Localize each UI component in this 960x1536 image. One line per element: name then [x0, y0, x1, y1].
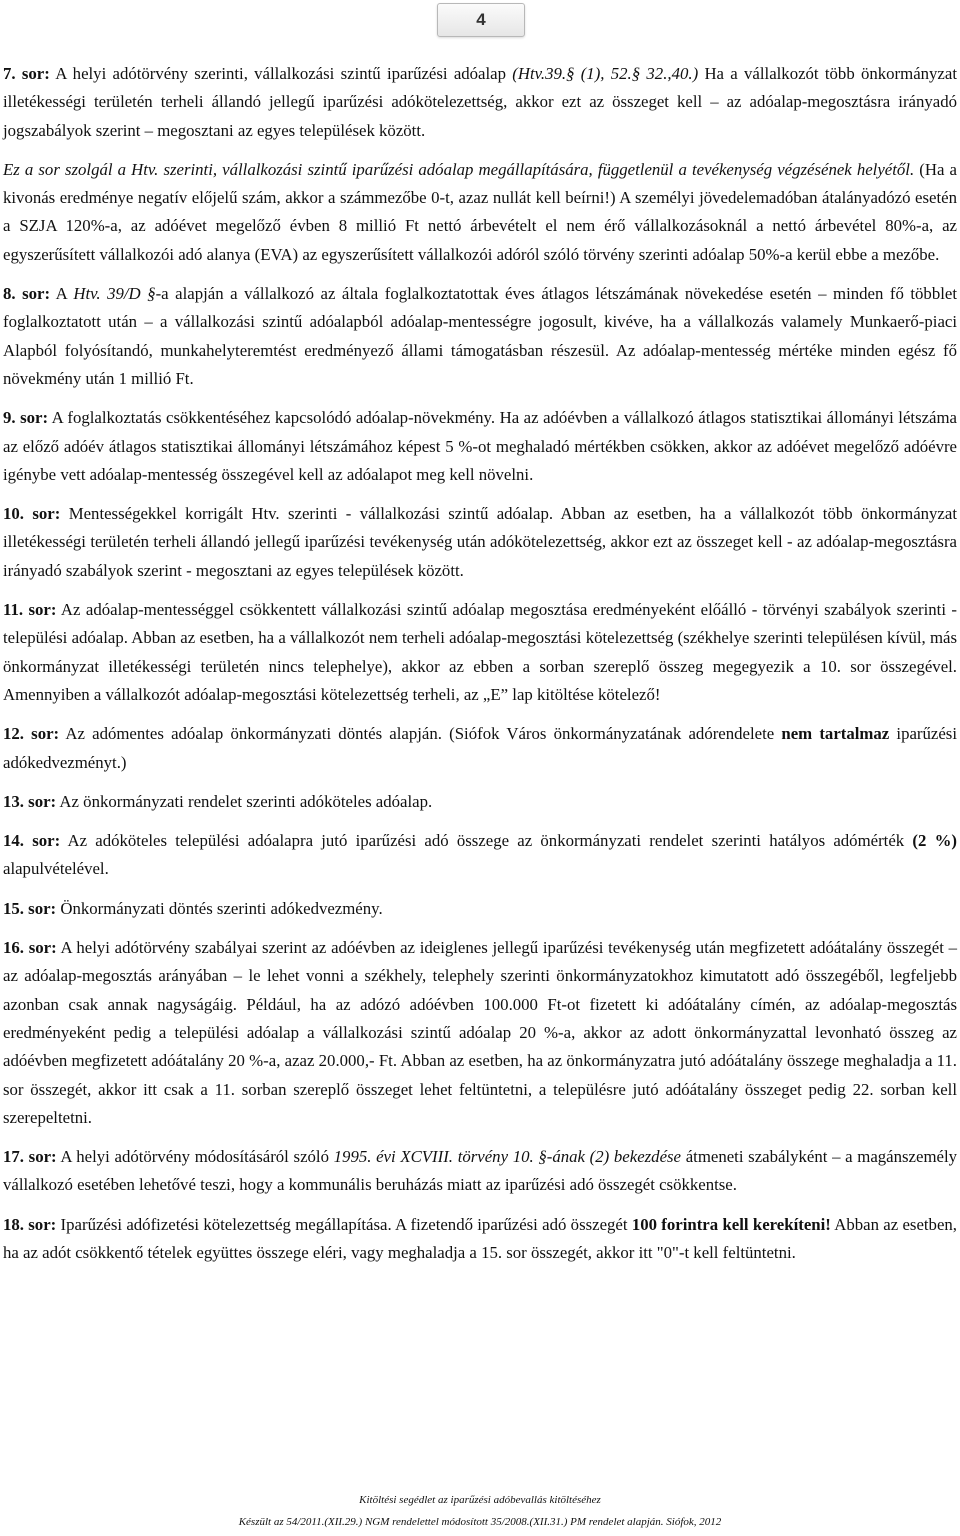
bold-text: 15. sor:: [3, 898, 57, 918]
bold-text: 8. sor:: [3, 284, 51, 304]
paragraph: [3, 280, 957, 393]
italic-text: (Htv.39.§ (1), 52.§ 32.,40.): [512, 64, 699, 83]
body-text: Az önkormányzati rendelet szerinti adóköteles adóalap.: [56, 791, 433, 811]
paragraph: [3, 404, 957, 489]
bold-text: 7. sor:: [3, 64, 50, 83]
body-text: A helyi adótörvény szabályai szerint az adóévben az ideiglenes jellegű iparűzési tevékenység után megfizetett adóátalány összegét – az adóalap-megosztás arányában – le lehet vonni a székhely, telephely szerinti önkormányzatokhoz kimutatott adó összegéből, legfeljebb azonban csak annak nagyságáig. Például, ha az adózó adóévben 100.000 Ft-ot fizetett ki adóátalány címén, az adóalap-megosztás eredményeként pedig a települési adóalap a vállalkozási szintű adóalap 20 %-a, akkor az adott önkormányzattal levonható összeg az adóévben megfizetett adóátalány 20 %-a, azaz 20.000,- Ft. Abban az esetben, ha az önkormányzatra jutó adóátalány összege meghaladja a 11. sor összegét, akkor itt csak a 11. sorban szereplő összeget lehet feltüntetni, a településre jutó adóátalány összeget pedig 22. sorban kell szerepeltetni.: [3, 938, 957, 1127]
bold-text: (2 %): [912, 831, 957, 851]
bold-text: 100 forintra kell kerekíteni!: [631, 1214, 831, 1234]
body-text: (Ha a kivonás eredménye negatív előjelű szám, akkor a számmezőbe 0-t, azaz nullát kell beírni!) A személyi jövedelemadóban átalányadózó esetén a SZJA 120%-a, az adóévet megelőző évben 8 millió Ft nettó árbevételt el nem érő vállalkozásoknál a nettó árbevétel 80%-a, az egyszerűsített vállalkozói adó alanya (EVA) az egyszerűsített vállalkozói adóról szóló törvény szerinti adóalap 50%-a kerül ebbe a mezőbe.: [3, 159, 957, 264]
body-text: iparűzési adókedvezményt.): [3, 724, 957, 772]
paragraph: [3, 934, 957, 1132]
body-text: -a alapján a vállalkozó az általa foglalkoztatottak éves átlagos létszámának növekedése esetén – minden fő többlet foglalkoztatott után – a vállalkozási szintű adóalapból adóalap-mentességre jogosult, kivéve, ha a vállalkozás valamely Munkaerő-piaci Alapból folyósítandó, munkahelyteremtést eredményező állami támogatásban részesül. Az adóalap-mentesség mértéke minden egész fő növekmény után 1 millió Ft.: [3, 284, 957, 388]
bold-text: 17. sor:: [3, 1147, 57, 1167]
page-footer: [0, 1489, 960, 1533]
bold-text: 18. sor:: [3, 1214, 57, 1234]
body-text: A helyi adótörvény módosításáról szóló: [56, 1147, 334, 1167]
body-text: Önkormányzati döntés szerinti adókedvezmény.: [56, 898, 383, 918]
body-text: Abban az esetben, ha az adót csökkentő tételek együttes összege eléri, vagy meghaladja a 15. sor összegét, akkor itt "0"-t kell feltüntetni.: [3, 1214, 957, 1262]
footer-source: Készült az 54/2011.(XII.29.) NGM rendelettel módosított 35/2008.(XII.31.) PM rendelet alapján. Siófok, 2012: [238, 1516, 722, 1528]
paragraph: [3, 596, 957, 709]
body-text: alapulvételével.: [3, 859, 109, 879]
body-text: Mentességekkel korrigált Htv. szerinti - vállalkozási szintű adóalap. Abban az esetben, ha a vállalkozót több önkormányzat illetékességi területén terheli állandó jellegű iparűzési tevékenység után adókötelezettség, akkor ezt az összeget kell - az adóalap-megosztásra irányadó szabályok szerint - megosztani az egyes települések között.: [3, 504, 957, 580]
body-text: A foglalkoztatás csökkentéséhez kapcsolódó adóalap-növekmény. Ha az adóévben a vállalkozó átlagos statisztikai állományi létszáma az előző adóév átlagos statisztikai állományi létszámához képest 5 %-ot meghaladó mértékben csökken, akkor az adóévet megelőző adóévre igénybe vett adóalap-mentesség összegével kell az adóalapot meg kell növelni.: [3, 408, 957, 484]
italic-text: 1995. évi XCVIII. törvény 10. §-ának (2) bekezdése: [333, 1147, 682, 1167]
paragraph: [3, 827, 957, 884]
bold-text: 9. sor:: [3, 408, 49, 428]
body-text: Az adóalap-mentességgel csökkentett vállalkozási szintű adóalap megosztása eredményeként előálló - törvényi szabályok szerinti - települési adóalap. Abban az esetben, ha a vállalkozót nem terheli adóalap-megosztási kötelezettség (székhelye szerinti településen kívül, más önkormányzat illetékességi területén nincs telephelye), akkor az ebben a sorban szereplő összeg megegyezik a 10. sor összegével. Amennyiben a vállalkozót adóalap-megosztási kötelezettség terheli, az „E” lap kitöltése kötelező!: [3, 600, 957, 704]
page-number: 4: [476, 10, 486, 29]
document-body: [3, 60, 957, 1278]
bold-text: 14. sor:: [3, 831, 61, 851]
body-text: Iparűzési adófizetési kötelezettség megállapítása. A fizetendő iparűzési adó összegét: [56, 1214, 632, 1234]
paragraph: [3, 720, 957, 777]
italic-text: Ez a sor szolgál a Htv. szerinti, vállalkozási szintű iparűzési adóalap megállapítására, függetlenül a tevékenység végzésének helyétől.: [3, 159, 915, 179]
paragraph: [3, 60, 957, 145]
bold-text: 12. sor:: [3, 724, 60, 744]
bold-text: nem tartalmaz: [781, 724, 890, 744]
paragraph: [3, 1143, 957, 1200]
paragraph: [3, 1211, 957, 1268]
body-text: átmeneti szabályként – a magánszemély vállalkozó esetében lehetővé teszi, hogy a kommunális beruházás miatt az iparűzési adó összegét csökkentse.: [3, 1147, 958, 1195]
paragraph: [3, 500, 957, 585]
bold-text: 11. sor:: [3, 600, 57, 620]
body-text: A helyi adótörvény szerinti, vállalkozási szintű iparűzési adóalap: [49, 64, 513, 83]
paragraph: [3, 895, 957, 923]
body-text: A: [50, 284, 74, 304]
italic-text: Htv. 39/D §: [73, 284, 156, 304]
page-number-badge: [437, 3, 525, 37]
bold-text: 10. sor:: [3, 504, 61, 524]
body-text: Az adóköteles települési adóalapra jutó iparűzési adó összege az önkormányzati rendelet szerinti hatályos adómérték: [60, 831, 913, 851]
bold-text: 13. sor:: [3, 791, 57, 811]
paragraph: [3, 788, 957, 816]
body-text: Ha a vállalkozót több önkormányzat illetékességi területén terheli állandó jellegű iparűzési adókötelezettség, akkor ezt az összeget kell – az adóalap-megosztásra irányadó jogszabályok szerint – megosztani az egyes települések között.: [3, 64, 957, 140]
paragraph: [3, 156, 957, 269]
bold-text: 16. sor:: [3, 938, 57, 958]
footer-title: Kitöltési segédlet az iparűzési adóbevallás kitöltéséhez: [359, 1494, 601, 1506]
body-text: Az adómentes adóalap önkormányzati döntés alapján. (Siófok Város önkormányzatának adórendelete: [59, 724, 782, 744]
